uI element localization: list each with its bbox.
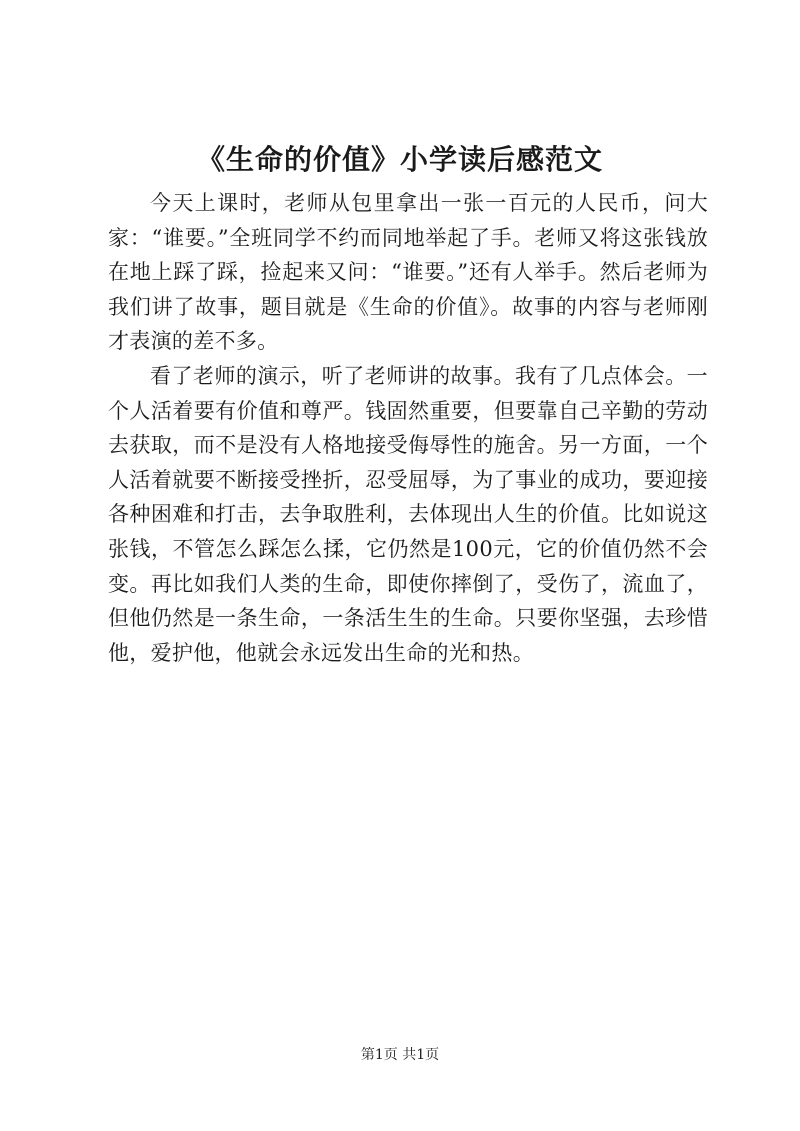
- page-footer: 第1页 共1页: [360, 1047, 440, 1063]
- document-title: 《生命的价值》小学读后感范文: [196, 143, 603, 176]
- paragraph-1: 今天上课时，老师从包里拿出一张一百元的人民币，问大家：“谁要。”全班同学不约而同地举起了手。老师又将这张钱放在地上踩了踩，捡起来又问：“谁要。”还有人举手。然后老师为我们讲了故事，题目就是《生命的价值》。故事的内容与老师刚才表演的差不多。: [108, 191, 708, 354]
- document-body: [108, 186, 708, 670]
- paragraph-2: 看了老师的演示，听了老师讲的故事。我有了几点体会。一个人活着要有价值和尊严。钱固然重要，但要靠自己辛勤的劳动去获取，而不是没有人格地接受侮辱性的施舍。另一方面，一个人活着就要不断接受挫折，忍受屈辱，为了事业的成功，要迎接各种困难和打击，去争取胜利，去体现出人生的价值。比如说这张钱，不管怎么踩怎么揉，它仍然是100元，它的价值仍然不会变。再比如我们人类的生命，即使你摔倒了，受伤了，流血了，但他仍然是一条生命，一条活生生的生命。只要你坚强，去珍惜他，爱护他，他就会永远发出生命的光和热。: [108, 363, 708, 665]
